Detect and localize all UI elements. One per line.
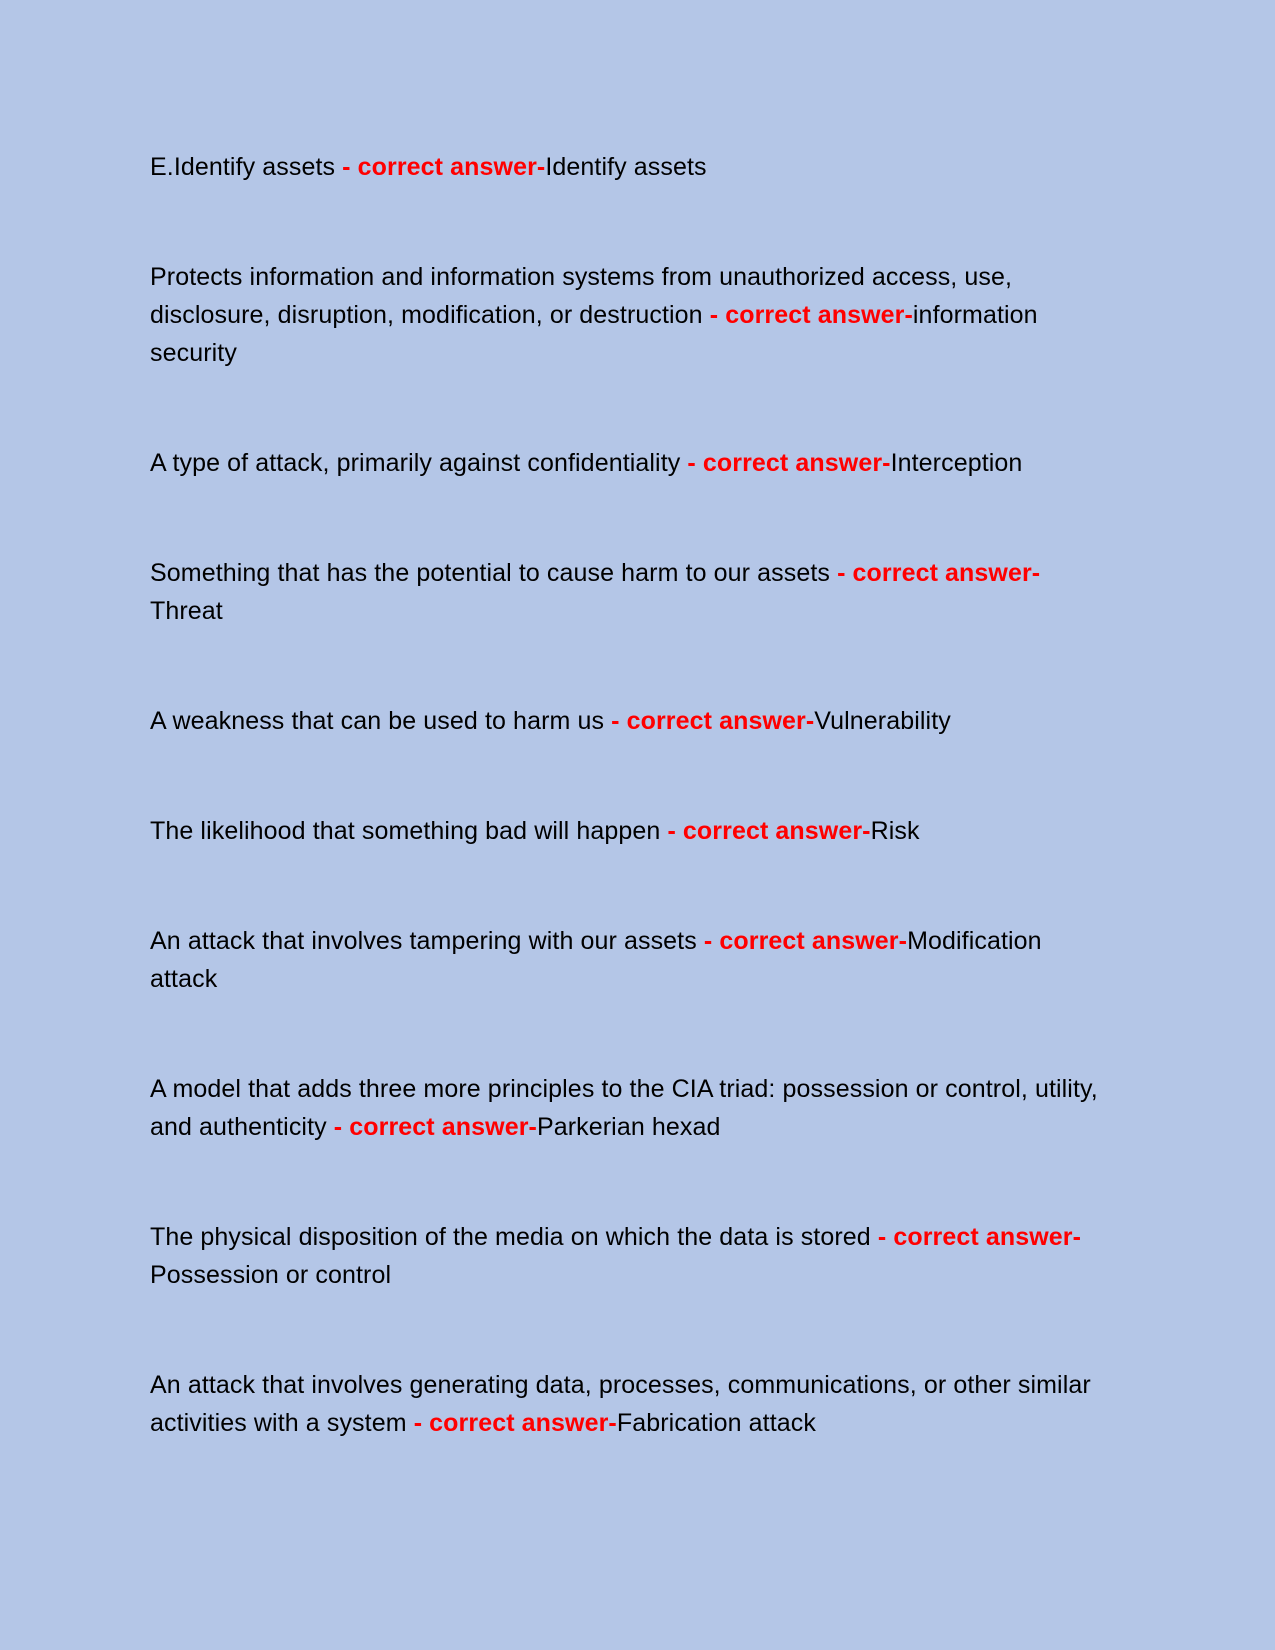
correct-answer-separator: - correct answer- xyxy=(703,927,908,955)
correct-answer-separator: - correct answer- xyxy=(413,1409,617,1437)
document-page xyxy=(150,148,1110,1514)
qa-item xyxy=(150,1070,1110,1146)
correct-answer-separator: - correct answer- xyxy=(342,153,546,181)
question-text: E.Identify assets xyxy=(150,153,336,181)
qa-item xyxy=(150,554,1110,630)
answer-text: Risk xyxy=(870,817,920,845)
correct-answer-separator: - correct answer- xyxy=(333,1113,537,1141)
qa-item xyxy=(150,258,1110,372)
answer-text: Interception xyxy=(890,449,1023,477)
question-text: An attack that involves tampering with our assets xyxy=(150,927,697,955)
question-text: A model that adds three more principles to the CIA triad: possession or control, utility, and authenticity xyxy=(150,1075,1098,1141)
question-text: The physical disposition of the media on which the data is stored xyxy=(150,1223,871,1251)
qa-item xyxy=(150,812,1110,850)
qa-item xyxy=(150,922,1110,998)
question-text: Something that has the potential to cause harm to our assets xyxy=(150,559,831,587)
question-text: A type of attack, primarily against confidentiality xyxy=(150,449,681,477)
correct-answer-separator: - correct answer- xyxy=(837,559,1041,587)
answer-text: Vulnerability xyxy=(814,707,951,735)
correct-answer-separator: - correct answer- xyxy=(667,817,871,845)
qa-item xyxy=(150,148,1110,186)
answer-text: Modification attack xyxy=(150,927,1042,993)
answer-text: Identify assets xyxy=(545,153,707,181)
question-text: Protects information and information systems from unauthorized access, use, disclosure, disruption, modification, or destruction xyxy=(150,263,1013,329)
correct-answer-separator: - correct answer- xyxy=(611,707,815,735)
correct-answer-separator: - correct answer- xyxy=(687,449,891,477)
answer-text: Parkerian hexad xyxy=(536,1113,721,1141)
correct-answer-separator: - correct answer- xyxy=(877,1223,1082,1251)
answer-text: Fabrication attack xyxy=(616,1409,816,1437)
question-text: An attack that involves generating data, processes, communications, or other similar activities with a system xyxy=(150,1371,1091,1437)
question-text: A weakness that can be used to harm us xyxy=(150,707,605,735)
qa-item xyxy=(150,1218,1110,1294)
qa-item xyxy=(150,1366,1110,1442)
correct-answer-separator: - correct answer- xyxy=(709,301,913,329)
answer-text: information security xyxy=(150,301,1038,367)
answer-text: Threat xyxy=(150,597,223,625)
answer-text: Possession or control xyxy=(150,1261,392,1289)
qa-item xyxy=(150,444,1110,482)
qa-item xyxy=(150,702,1110,740)
question-text: The likelihood that something bad will happen xyxy=(150,817,661,845)
